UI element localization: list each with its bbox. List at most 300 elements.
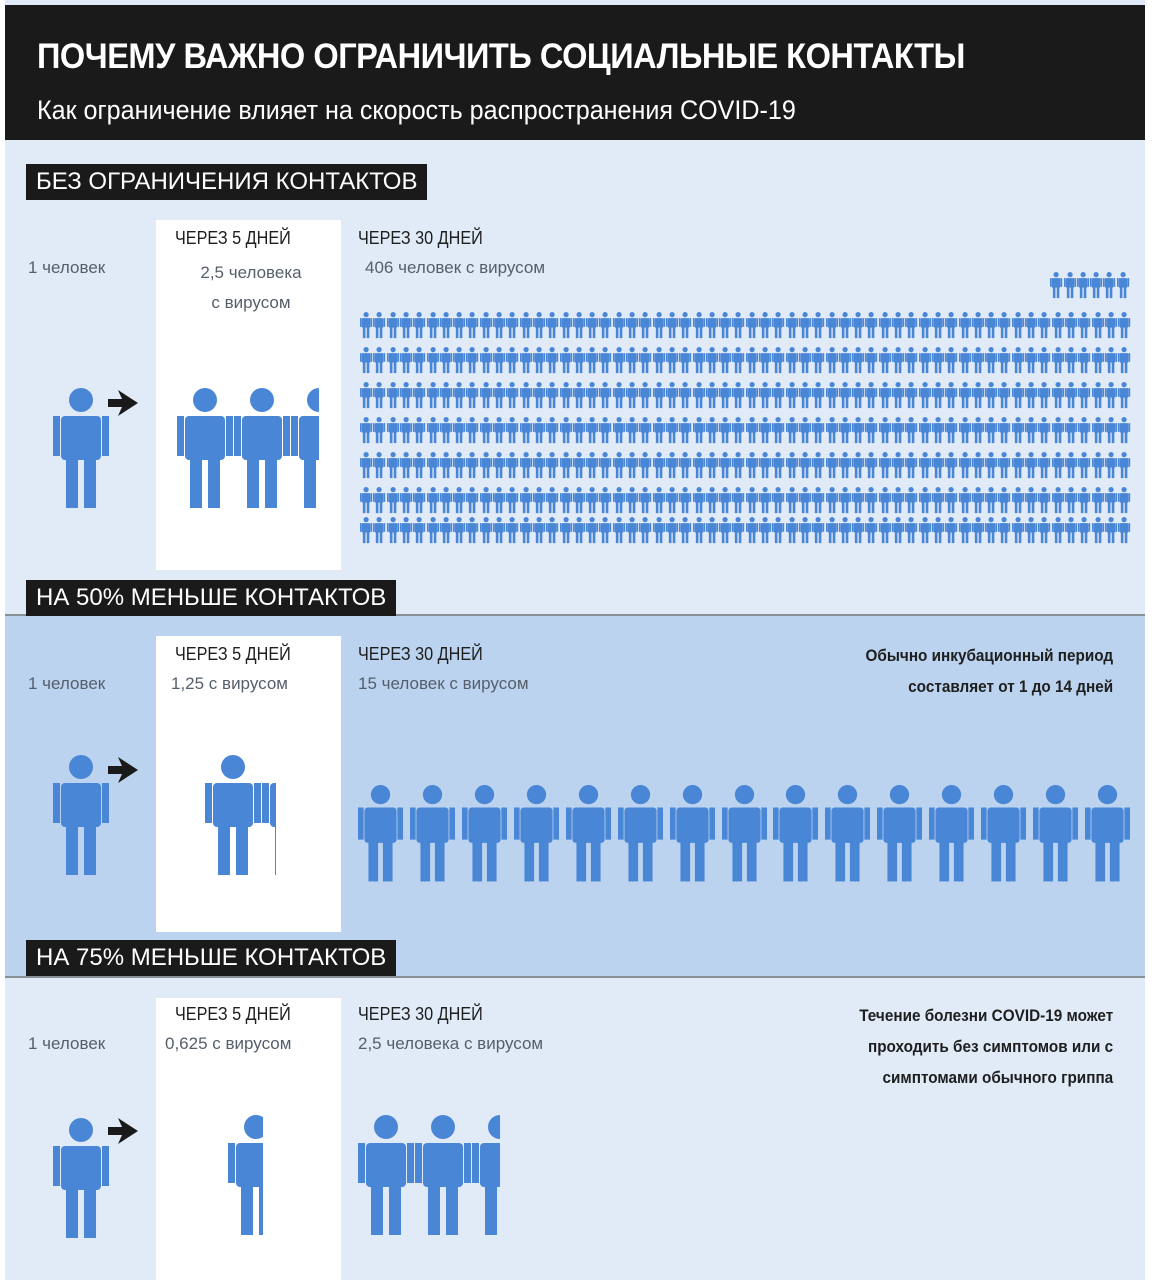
small-person-icon	[653, 347, 665, 373]
small-person-icon	[719, 517, 731, 543]
small-person-icon	[639, 417, 651, 443]
small-person-icon	[400, 487, 412, 513]
small-person-icon	[732, 517, 744, 543]
small-person-icon	[693, 312, 705, 338]
small-person-icon	[573, 347, 585, 373]
small-person-icon	[759, 417, 771, 443]
small-person-icon	[613, 382, 625, 408]
small-person-icon	[919, 417, 931, 443]
person-icon	[462, 785, 507, 881]
small-person-icon	[1038, 487, 1050, 513]
small-person-icon	[1064, 272, 1076, 298]
small-person-icon	[1052, 487, 1064, 513]
small-person-icon	[440, 517, 452, 543]
small-person-icon	[799, 517, 811, 543]
small-person-icon	[932, 347, 944, 373]
small-person-icon	[1065, 452, 1077, 478]
person-icon	[877, 785, 922, 881]
person-icon	[262, 755, 318, 875]
small-person-icon	[693, 382, 705, 408]
small-person-icon	[905, 487, 917, 513]
small-person-icon	[373, 382, 385, 408]
small-person-icon	[998, 312, 1010, 338]
small-person-icon	[892, 487, 904, 513]
small-person-icon	[653, 312, 665, 338]
small-person-icon	[1050, 272, 1062, 298]
small-person-icon	[786, 417, 798, 443]
small-person-icon	[865, 487, 877, 513]
small-person-icon	[719, 452, 731, 478]
small-person-icon	[546, 517, 558, 543]
incubation-note: Обычно инкубационный период составляет от 1 до 14 дней	[865, 646, 1113, 696]
small-person-icon	[799, 417, 811, 443]
small-person-icon	[1025, 487, 1037, 513]
small-person-icon	[812, 452, 824, 478]
small-person-icon	[1078, 382, 1090, 408]
person-icon	[1033, 785, 1078, 881]
small-person-icon	[360, 347, 372, 373]
small-person-icon	[1078, 347, 1090, 373]
small-person-icon	[1052, 517, 1064, 543]
small-person-icon	[892, 417, 904, 443]
small-person-icon	[427, 487, 439, 513]
small-person-icon	[573, 487, 585, 513]
small-person-icon	[879, 452, 891, 478]
person-icon	[670, 785, 715, 881]
small-person-icon	[400, 382, 412, 408]
small-person-icon	[812, 347, 824, 373]
small-person-icon	[826, 517, 838, 543]
section-separator	[5, 976, 1145, 978]
small-person-icon	[506, 312, 518, 338]
small-person-icon	[865, 517, 877, 543]
small-person-icon	[786, 382, 798, 408]
day5-title: ЧЕРЕЗ 5 ДНЕЙ	[175, 228, 291, 248]
small-person-icon	[427, 517, 439, 543]
small-person-icon	[959, 312, 971, 338]
small-person-icon	[1105, 517, 1117, 543]
small-person-icon	[666, 517, 678, 543]
small-person-icon	[919, 347, 931, 373]
small-person-icon	[679, 382, 691, 408]
small-person-icon	[759, 452, 771, 478]
small-person-icon	[1052, 417, 1064, 443]
section-label-50: НА 50% МЕНЬШЕ КОНТАКТОВ	[26, 580, 396, 616]
small-person-icon	[852, 312, 864, 338]
small-person-icon	[905, 312, 917, 338]
small-person-icon	[599, 517, 611, 543]
small-person-icon	[1092, 517, 1104, 543]
small-person-icon	[719, 382, 731, 408]
small-person-icon	[812, 417, 824, 443]
person-icon	[177, 388, 233, 508]
small-person-icon	[865, 417, 877, 443]
small-person-icon	[666, 347, 678, 373]
small-person-icon	[1012, 487, 1024, 513]
section-label-no-limit: БЕЗ ОГРАНИЧЕНИЯ КОНТАКТОВ	[26, 164, 427, 200]
small-person-icon	[387, 487, 399, 513]
small-person-icon	[413, 382, 425, 408]
person-icon	[566, 785, 611, 881]
small-person-icon	[1118, 382, 1130, 408]
small-person-icon	[1092, 487, 1104, 513]
small-person-icon	[746, 417, 758, 443]
small-person-icon	[413, 312, 425, 338]
small-person-icon	[826, 487, 838, 513]
small-person-icon	[639, 347, 651, 373]
small-person-icon	[985, 347, 997, 373]
small-person-icon	[959, 452, 971, 478]
small-person-icon	[972, 347, 984, 373]
person-icon	[358, 785, 403, 881]
small-person-icon	[506, 347, 518, 373]
small-person-icon	[839, 517, 851, 543]
section-label-75: НА 75% МЕНЬШЕ КОНТАКТОВ	[26, 940, 396, 976]
small-person-icon	[985, 517, 997, 543]
small-person-icon	[1103, 272, 1115, 298]
small-person-icon	[932, 382, 944, 408]
day5-title: ЧЕРЕЗ 5 ДНЕЙ	[175, 1004, 291, 1024]
small-person-icon	[560, 517, 572, 543]
small-person-icon	[1065, 382, 1077, 408]
small-person-icon	[998, 452, 1010, 478]
small-person-icon	[799, 452, 811, 478]
small-person-icon	[560, 487, 572, 513]
small-person-icon	[400, 347, 412, 373]
small-person-icon	[919, 382, 931, 408]
small-person-icon	[1038, 517, 1050, 543]
small-person-icon	[573, 452, 585, 478]
small-person-icon	[679, 417, 691, 443]
small-person-icon	[693, 487, 705, 513]
small-person-icon	[905, 382, 917, 408]
small-person-icon	[892, 382, 904, 408]
small-person-icon	[826, 417, 838, 443]
small-person-icon	[413, 452, 425, 478]
small-person-icon	[732, 417, 744, 443]
small-person-icon	[1012, 517, 1024, 543]
small-person-icon	[719, 312, 731, 338]
small-person-icon	[679, 517, 691, 543]
small-person-icon	[959, 347, 971, 373]
small-person-icon	[1092, 452, 1104, 478]
small-person-icon	[905, 347, 917, 373]
small-person-icon	[985, 312, 997, 338]
small-person-icon	[879, 312, 891, 338]
small-person-icon	[706, 452, 718, 478]
small-person-icon	[1012, 417, 1024, 443]
small-person-icon	[892, 452, 904, 478]
small-person-icon	[839, 452, 851, 478]
small-person-icon	[466, 517, 478, 543]
small-person-icon	[653, 517, 665, 543]
small-person-icon	[746, 452, 758, 478]
small-person-icon	[387, 452, 399, 478]
small-person-icon	[679, 452, 691, 478]
small-person-icon	[1078, 417, 1090, 443]
small-person-icon	[1012, 347, 1024, 373]
small-person-icon	[1078, 312, 1090, 338]
small-person-icon	[932, 312, 944, 338]
small-person-icon	[719, 417, 731, 443]
small-person-icon	[520, 417, 532, 443]
small-person-icon	[413, 487, 425, 513]
start-count: 1 человек	[28, 1034, 106, 1053]
person-icon	[618, 785, 663, 881]
small-person-icon	[852, 452, 864, 478]
small-person-icon	[1117, 272, 1129, 298]
small-person-icon	[865, 452, 877, 478]
small-person-icon	[985, 382, 997, 408]
small-person-icon	[905, 417, 917, 443]
small-person-icon	[812, 517, 824, 543]
small-person-icon	[427, 382, 439, 408]
small-person-icon	[480, 347, 492, 373]
small-person-icon	[653, 382, 665, 408]
day30-value: 406 человек с вирусом	[365, 258, 546, 277]
small-person-icon	[387, 517, 399, 543]
small-person-icon	[879, 487, 891, 513]
small-person-icon	[959, 487, 971, 513]
small-person-icon	[453, 417, 465, 443]
small-person-icon	[732, 452, 744, 478]
small-person-icon	[560, 382, 572, 408]
small-person-icon	[613, 452, 625, 478]
small-person-icon	[360, 487, 372, 513]
small-person-icon	[440, 382, 452, 408]
small-person-icon	[373, 312, 385, 338]
small-person-icon	[826, 347, 838, 373]
small-person-icon	[1118, 452, 1130, 478]
small-person-icon	[1025, 517, 1037, 543]
small-person-icon	[945, 347, 957, 373]
small-person-icon	[1105, 417, 1117, 443]
small-person-icon	[533, 312, 545, 338]
small-person-icon	[865, 347, 877, 373]
small-person-icon	[799, 312, 811, 338]
small-person-icon	[613, 312, 625, 338]
small-person-icon	[453, 347, 465, 373]
small-person-icon	[400, 417, 412, 443]
small-person-icon	[533, 382, 545, 408]
small-person-icon	[520, 452, 532, 478]
small-person-icon	[932, 487, 944, 513]
small-person-icon	[666, 487, 678, 513]
small-person-icon	[653, 417, 665, 443]
small-person-icon	[1052, 347, 1064, 373]
small-person-icon	[373, 452, 385, 478]
small-person-icon	[959, 382, 971, 408]
small-person-icon	[586, 487, 598, 513]
small-person-icon	[1025, 347, 1037, 373]
small-person-icon	[679, 487, 691, 513]
small-person-icon	[945, 452, 957, 478]
small-person-icon	[626, 382, 638, 408]
small-person-icon	[1012, 312, 1024, 338]
small-person-icon	[1012, 452, 1024, 478]
small-person-icon	[852, 347, 864, 373]
small-person-icon	[520, 487, 532, 513]
small-person-icon	[626, 417, 638, 443]
small-person-icon	[453, 517, 465, 543]
small-person-icon	[440, 312, 452, 338]
small-person-icon	[932, 517, 944, 543]
small-person-icon	[599, 312, 611, 338]
small-person-icon	[560, 452, 572, 478]
small-person-icon	[586, 382, 598, 408]
person-icon	[722, 785, 767, 881]
small-person-icon	[959, 517, 971, 543]
small-person-icon	[865, 382, 877, 408]
small-person-icon	[453, 452, 465, 478]
small-person-icon	[1052, 382, 1064, 408]
start-person-icon	[53, 388, 109, 508]
small-person-icon	[706, 517, 718, 543]
small-person-icon	[865, 312, 877, 338]
small-person-icon	[945, 382, 957, 408]
small-person-icon	[360, 382, 372, 408]
small-person-icon	[932, 417, 944, 443]
page-title: ПОЧЕМУ ВАЖНО ОГРАНИЧИТЬ СОЦИАЛЬНЫЕ КОНТАКТЫ	[37, 37, 965, 76]
small-person-icon	[599, 487, 611, 513]
small-person-icon	[506, 487, 518, 513]
small-person-icon	[852, 487, 864, 513]
small-person-icon	[1092, 417, 1104, 443]
small-person-icon	[373, 517, 385, 543]
small-person-icon	[453, 487, 465, 513]
small-person-icon	[1065, 312, 1077, 338]
small-person-icon	[972, 517, 984, 543]
small-person-icon	[1038, 417, 1050, 443]
small-person-icon	[732, 382, 744, 408]
start-count: 1 человек	[28, 258, 106, 277]
small-person-icon	[1078, 487, 1090, 513]
small-person-icon	[573, 417, 585, 443]
small-person-icon	[879, 347, 891, 373]
small-person-icon	[786, 517, 798, 543]
small-person-icon	[706, 417, 718, 443]
small-person-icon	[480, 452, 492, 478]
small-person-icon	[998, 382, 1010, 408]
small-person-icon	[772, 452, 784, 478]
small-person-icon	[693, 452, 705, 478]
small-person-icon	[759, 382, 771, 408]
small-person-icon	[799, 347, 811, 373]
small-person-icon	[666, 417, 678, 443]
small-person-icon	[373, 487, 385, 513]
small-person-icon	[1092, 382, 1104, 408]
small-person-icon	[1052, 312, 1064, 338]
start-count: 1 человек	[28, 674, 106, 693]
small-person-icon	[1118, 347, 1130, 373]
day30-value: 2,5 человека с вирусом	[358, 1034, 544, 1053]
small-person-icon	[1012, 382, 1024, 408]
small-person-icon	[919, 452, 931, 478]
small-person-icon	[1065, 487, 1077, 513]
small-person-icon	[1105, 312, 1117, 338]
small-person-icon	[466, 417, 478, 443]
small-person-icon	[1092, 312, 1104, 338]
small-person-icon	[493, 347, 505, 373]
day30-title: ЧЕРЕЗ 30 ДНЕЙ	[358, 228, 483, 248]
small-person-icon	[533, 487, 545, 513]
small-person-icon	[360, 417, 372, 443]
small-person-icon	[520, 312, 532, 338]
small-person-icon	[812, 312, 824, 338]
small-person-icon	[586, 452, 598, 478]
header	[5, 5, 1145, 140]
day5-title: ЧЕРЕЗ 5 ДНЕЙ	[175, 644, 291, 664]
small-person-icon	[387, 417, 399, 443]
small-person-icon	[480, 312, 492, 338]
small-person-icon	[759, 487, 771, 513]
small-person-icon	[879, 382, 891, 408]
small-person-icon	[905, 452, 917, 478]
small-person-icon	[466, 312, 478, 338]
small-person-icon	[1038, 382, 1050, 408]
person-icon	[514, 785, 559, 881]
small-person-icon	[400, 517, 412, 543]
small-person-icon	[613, 417, 625, 443]
small-person-icon	[493, 517, 505, 543]
small-person-icon	[945, 517, 957, 543]
small-person-icon	[387, 312, 399, 338]
small-person-icon	[613, 487, 625, 513]
small-person-icon	[693, 517, 705, 543]
small-person-icon	[413, 417, 425, 443]
day5-value: 1,25 с вирусом	[171, 674, 288, 693]
small-person-icon	[732, 312, 744, 338]
small-person-icon	[360, 452, 372, 478]
small-person-icon	[666, 382, 678, 408]
small-person-icon	[998, 487, 1010, 513]
small-person-icon	[413, 517, 425, 543]
small-person-icon	[626, 487, 638, 513]
small-person-icon	[879, 417, 891, 443]
day5-value: 0,625 с вирусом	[165, 1034, 292, 1053]
small-person-icon	[972, 312, 984, 338]
arrow-right-icon	[108, 757, 138, 783]
small-person-icon	[786, 452, 798, 478]
small-person-icon	[746, 312, 758, 338]
small-person-icon	[560, 417, 572, 443]
arrow-right-icon	[108, 390, 138, 416]
small-person-icon	[599, 452, 611, 478]
person-icon	[291, 388, 347, 508]
small-person-icon	[1052, 452, 1064, 478]
small-person-icon	[786, 312, 798, 338]
small-person-icon	[533, 452, 545, 478]
small-person-icon	[772, 312, 784, 338]
small-person-icon	[945, 487, 957, 513]
small-person-icon	[839, 382, 851, 408]
person-icon	[205, 755, 261, 875]
small-person-icon	[786, 487, 798, 513]
small-person-icon	[693, 417, 705, 443]
person-icon	[472, 1115, 528, 1235]
small-person-icon	[1038, 452, 1050, 478]
small-person-icon	[493, 452, 505, 478]
small-person-icon	[892, 347, 904, 373]
small-person-icon	[1025, 417, 1037, 443]
small-person-icon	[427, 312, 439, 338]
day5-value: 2,5 человека с вирусом	[200, 263, 302, 312]
small-person-icon	[613, 347, 625, 373]
small-person-icon	[852, 382, 864, 408]
small-person-icon	[892, 312, 904, 338]
symptoms-note: Течение болезни COVID-19 может проходить без симптомов или с симптомами обычного гриппа	[859, 1006, 1113, 1087]
small-person-icon	[998, 347, 1010, 373]
